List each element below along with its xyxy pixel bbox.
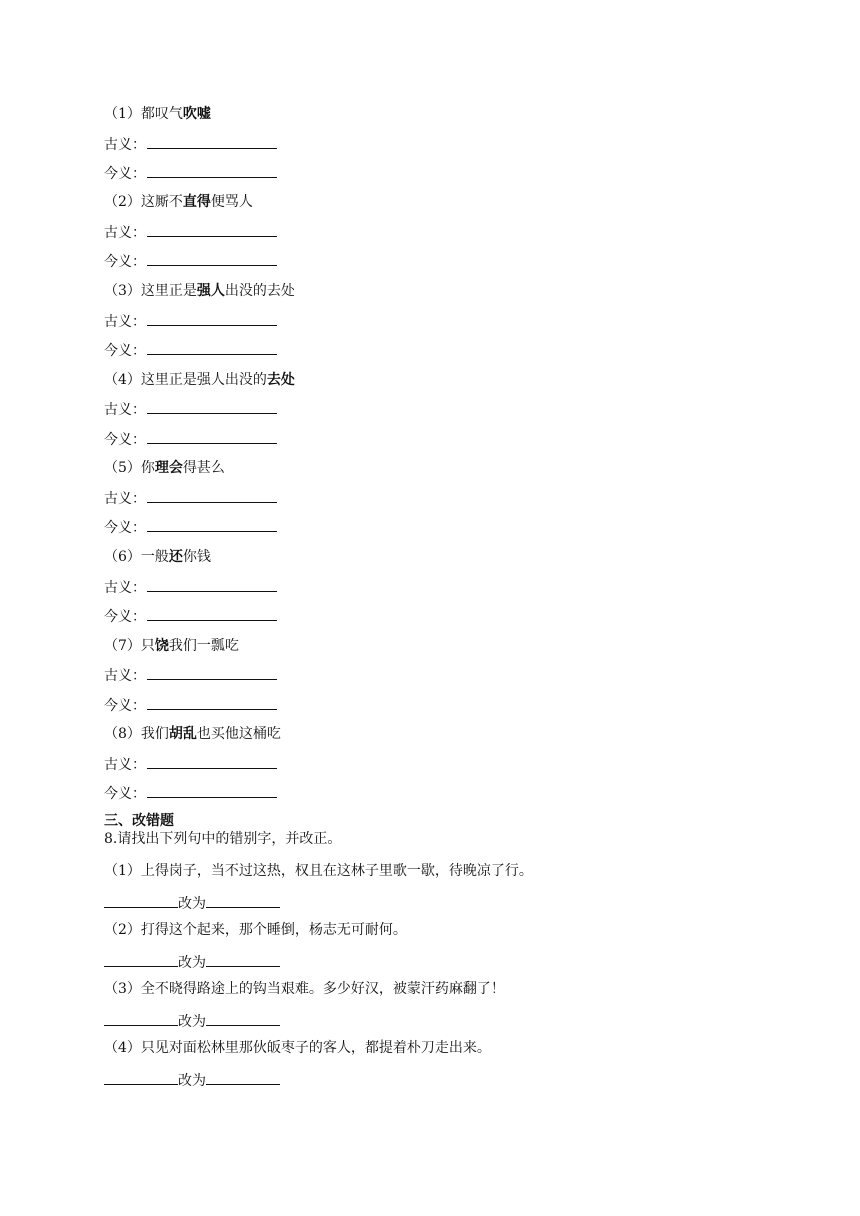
- item-keyword: 直得: [182, 194, 211, 210]
- change-to-label: 改为: [178, 1073, 206, 1089]
- item-text: 得甚么: [182, 460, 225, 476]
- answer-blank[interactable]: [147, 251, 277, 266]
- answer-blank[interactable]: [147, 665, 277, 680]
- item-keyword: 理会: [154, 460, 183, 476]
- answer-blank[interactable]: [147, 429, 277, 444]
- correct-char-blank[interactable]: [206, 1070, 280, 1085]
- sentence-1: （1）上得岗子，当不过这热，权且在这林子里歌一歇，待晚凉了行。: [104, 863, 533, 879]
- item-3-ancient: [104, 311, 277, 331]
- answer-blank[interactable]: [147, 517, 277, 532]
- item-keyword: 吹嘘: [182, 106, 211, 122]
- ancient-label: 古义：: [104, 137, 146, 153]
- ancient-label: 古义：: [104, 402, 146, 418]
- item-keyword: 去处: [266, 372, 295, 388]
- answer-blank[interactable]: [147, 783, 277, 798]
- ancient-label: 古义：: [104, 491, 146, 507]
- answer-blank[interactable]: [147, 163, 277, 178]
- item-text: 都叹气: [140, 106, 183, 122]
- wrong-char-blank[interactable]: [104, 952, 178, 967]
- item-2-ancient: [104, 222, 277, 242]
- item-8-ancient: [104, 754, 277, 774]
- answer-blank[interactable]: [147, 695, 277, 710]
- correct-char-blank[interactable]: [206, 1011, 280, 1026]
- answer-blank[interactable]: [147, 488, 277, 503]
- item-4-prompt: [104, 370, 295, 390]
- answer-blank[interactable]: [147, 577, 277, 592]
- wrong-char-blank[interactable]: [104, 1011, 178, 1026]
- modern-label: 今义：: [104, 786, 146, 802]
- item-7-ancient: [104, 665, 277, 685]
- section-title: 三、改错题: [104, 813, 174, 829]
- item-text: 我们: [140, 726, 169, 742]
- item-text: 便骂人: [210, 194, 253, 210]
- item-keyword: 胡乱: [168, 726, 197, 742]
- ancient-label: 古义：: [104, 580, 146, 596]
- item-text: 这里正是强人出没的: [140, 372, 267, 388]
- item-4-modern: [104, 429, 277, 449]
- answer-blank[interactable]: [147, 606, 277, 621]
- item-2-prompt: [104, 192, 253, 212]
- answer-blank[interactable]: [147, 134, 277, 149]
- item-number: （5）: [104, 460, 141, 476]
- item-text: 这里正是: [140, 283, 197, 299]
- modern-label: 今义：: [104, 520, 146, 536]
- change-to-label: 改为: [178, 1014, 206, 1030]
- answer-blank[interactable]: [147, 754, 277, 769]
- item-text: 这厮不: [140, 194, 183, 210]
- item-keyword: 强人: [196, 283, 225, 299]
- modern-label: 今义：: [104, 432, 146, 448]
- item-6-prompt: [104, 547, 211, 567]
- item-text: 你: [140, 460, 155, 476]
- item-number: （1）: [104, 106, 141, 122]
- correct-char-blank[interactable]: [206, 952, 280, 967]
- item-text: 出没的去处: [224, 283, 295, 299]
- item-number: （2）: [104, 194, 141, 210]
- item-5-prompt: [104, 458, 225, 478]
- correct-char-blank[interactable]: [206, 893, 280, 908]
- answer-blank[interactable]: [147, 399, 277, 414]
- item-8-prompt: [104, 724, 281, 744]
- item-3-prompt: [104, 281, 295, 301]
- modern-label: 今义：: [104, 343, 146, 359]
- item-1-modern: [104, 163, 277, 183]
- item-text: 我们一瓢吃: [168, 638, 239, 654]
- item-text: 只: [140, 638, 155, 654]
- item-1-ancient: [104, 134, 277, 154]
- modern-label: 今义：: [104, 609, 146, 625]
- item-number: （7）: [104, 638, 141, 654]
- item-6-ancient: [104, 577, 277, 597]
- wrong-char-blank[interactable]: [104, 1070, 178, 1085]
- item-5-modern: [104, 517, 277, 537]
- item-text: 你钱: [182, 549, 211, 565]
- item-7-modern: [104, 695, 277, 715]
- item-8-modern: [104, 783, 277, 803]
- correction-row-1: [104, 893, 280, 913]
- ancient-label: 古义：: [104, 314, 146, 330]
- answer-blank[interactable]: [147, 222, 277, 237]
- item-number: （8）: [104, 726, 141, 742]
- ancient-label: 古义：: [104, 668, 146, 684]
- item-number: （6）: [104, 549, 141, 565]
- item-number: （3）: [104, 283, 141, 299]
- correction-row-4: [104, 1070, 280, 1090]
- item-1-prompt: [104, 104, 211, 124]
- modern-label: 今义：: [104, 254, 146, 270]
- item-text: 也买他这桶吃: [196, 726, 281, 742]
- item-number: （4）: [104, 372, 141, 388]
- change-to-label: 改为: [178, 955, 206, 971]
- item-keyword: 饶: [154, 638, 169, 654]
- item-4-ancient: [104, 399, 277, 419]
- item-text: 一般: [140, 549, 169, 565]
- question-text: 8.请找出下列句中的错别字，并改正。: [104, 831, 342, 847]
- item-6-modern: [104, 606, 277, 626]
- item-keyword: 还: [168, 549, 183, 565]
- ancient-label: 古义：: [104, 225, 146, 241]
- item-3-modern: [104, 340, 277, 360]
- answer-blank[interactable]: [147, 340, 277, 355]
- correction-row-3: [104, 1011, 280, 1031]
- sentence-4: （4）只见对面松林里那伙皈枣子的客人，都提着朴刀走出来。: [104, 1040, 491, 1056]
- sentence-3: （3）全不晓得路途上的钩当艰难。多少好汉，被蒙汗药麻翻了！: [104, 981, 505, 997]
- item-7-prompt: [104, 636, 239, 656]
- sentence-2: （2）打得这个起来，那个睡倒，杨志无可耐何。: [104, 922, 407, 938]
- wrong-char-blank[interactable]: [104, 893, 178, 908]
- correction-row-2: [104, 952, 280, 972]
- answer-blank[interactable]: [147, 311, 277, 326]
- change-to-label: 改为: [178, 896, 206, 912]
- item-5-ancient: [104, 488, 277, 508]
- modern-label: 今义：: [104, 698, 146, 714]
- modern-label: 今义：: [104, 166, 146, 182]
- ancient-label: 古义：: [104, 757, 146, 773]
- item-2-modern: [104, 251, 277, 271]
